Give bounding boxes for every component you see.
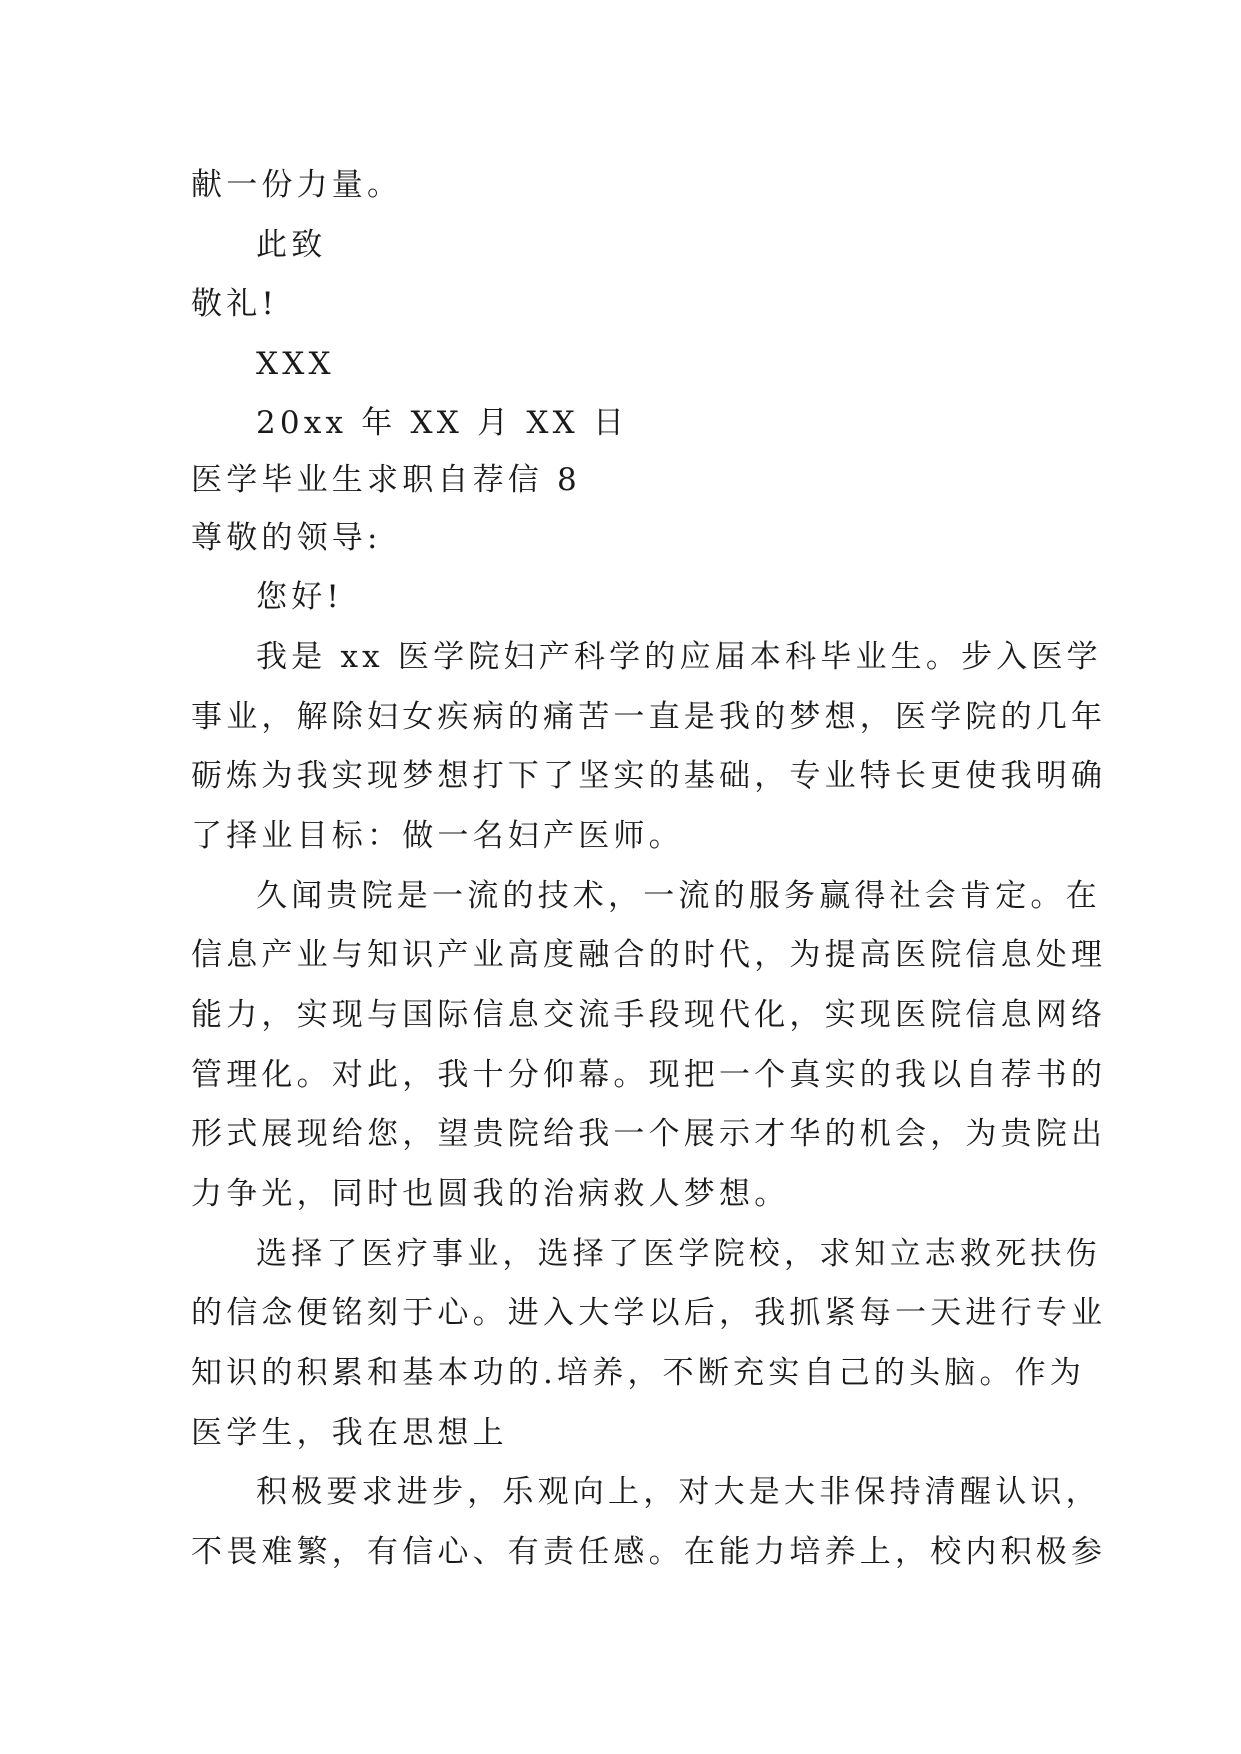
paragraph-line: 不畏难繁，有信心、有责任感。在能力培养上，校内积极参 [191,1534,1107,1570]
closing-regards: 敬礼! [191,286,279,322]
paragraph-line: 的信念便铭刻于心。进入大学以后，我抓紧每一天进行专业 [191,1295,1107,1331]
paragraph-line: 选择了医疗事业，选择了医学院校，求知立志救死扶伤 [256,1236,1101,1272]
paragraph-line: 医学生，我在思想上 [191,1415,508,1451]
paragraph-line: 知识的积累和基本功的.培养，不断充实自己的头脑。作为 [191,1355,1086,1391]
paragraph-line: 力争光，同时也圆我的治病救人梦想。 [191,1176,790,1212]
greeting-hello: 您好! [256,579,344,615]
paragraph-line: 形式展现给您，望贵院给我一个展示才华的机会，为贵院出 [191,1116,1107,1152]
paragraph-line: 信息产业与知识产业高度融合的时代，为提高医院信息处理 [191,937,1107,973]
paragraph-line: 久闻贵院是一流的技术，一流的服务赢得社会肯定。在 [256,878,1101,914]
text-line: 献一份力量。 [191,167,403,203]
paragraph-line: 能力，实现与国际信息交流手段现代化，实现医院信息网络 [191,997,1107,1033]
paragraph-line: 砺炼为我实现梦想打下了坚实的基础，专业特长更使我明确 [191,758,1107,794]
section-title: 医学毕业生求职自荐信 8 [191,462,581,498]
paragraph-line: 事业，解除妇女疾病的痛苦一直是我的梦想，医学院的几年 [191,699,1107,735]
paragraph-line: 了择业目标：做一名妇产医师。 [191,818,684,854]
greeting: 尊敬的领导: [191,520,382,556]
paragraph-line: 我是 xx 医学院妇产科学的应届本科毕业生。步入医学 [256,639,1102,675]
paragraph-line: 积极要求进步，乐观向上，对大是大非保持清醒认识， [256,1474,1101,1510]
signature-date: 20xx 年 XX 月 XX 日 [256,405,629,441]
signature-name: XXX [256,346,335,382]
closing-salutation: 此致 [256,227,327,263]
paragraph-line: 管理化。对此，我十分仰幕。现把一个真实的我以自荐书的 [191,1057,1107,1093]
